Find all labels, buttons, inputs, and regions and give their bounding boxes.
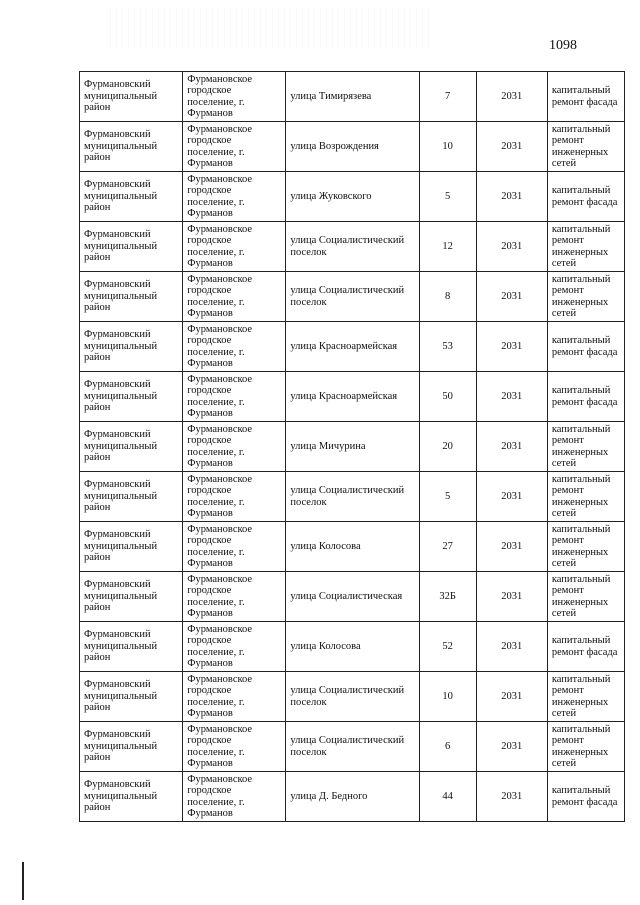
- district-cell: Фурмановский муниципальный район: [80, 272, 183, 322]
- settlement-cell: Фурмановское городское поселение, г. Фурманов: [183, 122, 286, 172]
- year-cell: 2031: [476, 172, 547, 222]
- district-cell: Фурмановский муниципальный район: [80, 122, 183, 172]
- district-cell: Фурмановский муниципальный район: [80, 422, 183, 472]
- district-cell: Фурмановский муниципальный район: [80, 222, 183, 272]
- year-cell: 2031: [476, 572, 547, 622]
- year-cell: 2031: [476, 772, 547, 822]
- district-cell: Фурмановский муниципальный район: [80, 772, 183, 822]
- settlement-cell: Фурмановское городское поселение, г. Фурманов: [183, 572, 286, 622]
- table-row: [80, 72, 625, 122]
- table-row: [80, 272, 625, 322]
- district-cell: Фурмановский муниципальный район: [80, 472, 183, 522]
- work-type-cell: капитальный ремонт фасада: [547, 372, 624, 422]
- year-cell: 2031: [476, 472, 547, 522]
- street-cell: улица Колосова: [286, 622, 419, 672]
- work-type-cell: капитальный ремонт инженерных сетей: [547, 572, 624, 622]
- house-number-cell: 20: [419, 422, 476, 472]
- table-row: [80, 772, 625, 822]
- year-cell: 2031: [476, 722, 547, 772]
- work-type-cell: капитальный ремонт фасада: [547, 622, 624, 672]
- street-cell: улица Социалистический поселок: [286, 672, 419, 722]
- district-cell: Фурмановский муниципальный район: [80, 72, 183, 122]
- year-cell: 2031: [476, 72, 547, 122]
- district-cell: Фурмановский муниципальный район: [80, 522, 183, 572]
- settlement-cell: Фурмановское городское поселение, г. Фурманов: [183, 472, 286, 522]
- year-cell: 2031: [476, 622, 547, 672]
- table-row: [80, 222, 625, 272]
- page-number: 1098: [549, 38, 577, 53]
- street-cell: улица Социалистический поселок: [286, 272, 419, 322]
- settlement-cell: Фурмановское городское поселение, г. Фурманов: [183, 772, 286, 822]
- year-cell: 2031: [476, 222, 547, 272]
- street-cell: улица Жуковского: [286, 172, 419, 222]
- house-number-cell: 52: [419, 622, 476, 672]
- settlement-cell: Фурмановское городское поселение, г. Фурманов: [183, 322, 286, 372]
- year-cell: 2031: [476, 422, 547, 472]
- table-row: [80, 472, 625, 522]
- year-cell: 2031: [476, 372, 547, 422]
- scan-noise: [110, 8, 430, 48]
- work-type-cell: капитальный ремонт инженерных сетей: [547, 122, 624, 172]
- house-number-cell: 6: [419, 722, 476, 772]
- year-cell: 2031: [476, 272, 547, 322]
- district-cell: Фурмановский муниципальный район: [80, 372, 183, 422]
- house-number-cell: 8: [419, 272, 476, 322]
- street-cell: улица Мичурина: [286, 422, 419, 472]
- settlement-cell: Фурмановское городское поселение, г. Фурманов: [183, 672, 286, 722]
- district-cell: Фурмановский муниципальный район: [80, 322, 183, 372]
- district-cell: Фурмановский муниципальный район: [80, 672, 183, 722]
- house-number-cell: 27: [419, 522, 476, 572]
- table-row: [80, 172, 625, 222]
- work-type-cell: капитальный ремонт инженерных сетей: [547, 672, 624, 722]
- table-body: [80, 72, 625, 822]
- work-type-cell: капитальный ремонт инженерных сетей: [547, 522, 624, 572]
- table-row: [80, 572, 625, 622]
- street-cell: улица Красноармейская: [286, 322, 419, 372]
- work-type-cell: капитальный ремонт фасада: [547, 772, 624, 822]
- work-type-cell: капитальный ремонт фасада: [547, 172, 624, 222]
- house-number-cell: 5: [419, 172, 476, 222]
- house-number-cell: 10: [419, 672, 476, 722]
- house-number-cell: 12: [419, 222, 476, 272]
- street-cell: улица Колосова: [286, 522, 419, 572]
- house-number-cell: 50: [419, 372, 476, 422]
- settlement-cell: Фурмановское городское поселение, г. Фурманов: [183, 722, 286, 772]
- settlement-cell: Фурмановское городское поселение, г. Фурманов: [183, 622, 286, 672]
- work-type-cell: капитальный ремонт инженерных сетей: [547, 722, 624, 772]
- street-cell: улица Социалистический поселок: [286, 222, 419, 272]
- district-cell: Фурмановский муниципальный район: [80, 722, 183, 772]
- table-row: [80, 672, 625, 722]
- year-cell: 2031: [476, 322, 547, 372]
- house-number-cell: 44: [419, 772, 476, 822]
- street-cell: улица Социалистический поселок: [286, 722, 419, 772]
- settlement-cell: Фурмановское городское поселение, г. Фурманов: [183, 222, 286, 272]
- work-type-cell: капитальный ремонт инженерных сетей: [547, 472, 624, 522]
- street-cell: улица Социалистическая: [286, 572, 419, 622]
- table-row: [80, 322, 625, 372]
- work-type-cell: капитальный ремонт фасада: [547, 72, 624, 122]
- house-number-cell: 7: [419, 72, 476, 122]
- house-number-cell: 53: [419, 322, 476, 372]
- district-cell: Фурмановский муниципальный район: [80, 172, 183, 222]
- settlement-cell: Фурмановское городское поселение, г. Фурманов: [183, 172, 286, 222]
- settlement-cell: Фурмановское городское поселение, г. Фурманов: [183, 522, 286, 572]
- work-type-cell: капитальный ремонт инженерных сетей: [547, 422, 624, 472]
- street-cell: улица Социалистический поселок: [286, 472, 419, 522]
- work-type-cell: капитальный ремонт инженерных сетей: [547, 272, 624, 322]
- year-cell: 2031: [476, 672, 547, 722]
- house-number-cell: 32Б: [419, 572, 476, 622]
- street-cell: улица Д. Бедного: [286, 772, 419, 822]
- work-type-cell: капитальный ремонт фасада: [547, 322, 624, 372]
- table-row: [80, 122, 625, 172]
- table-row: [80, 522, 625, 572]
- district-cell: Фурмановский муниципальный район: [80, 622, 183, 672]
- settlement-cell: Фурмановское городское поселение, г. Фурманов: [183, 272, 286, 322]
- table-row: [80, 372, 625, 422]
- scan-edge-mark: [22, 862, 24, 900]
- work-type-cell: капитальный ремонт инженерных сетей: [547, 222, 624, 272]
- table-row: [80, 722, 625, 772]
- house-number-cell: 10: [419, 122, 476, 172]
- house-number-cell: 5: [419, 472, 476, 522]
- year-cell: 2031: [476, 522, 547, 572]
- settlement-cell: Фурмановское городское поселение, г. Фурманов: [183, 372, 286, 422]
- table-row: [80, 422, 625, 472]
- street-cell: улица Красноармейская: [286, 372, 419, 422]
- table-row: [80, 622, 625, 672]
- district-cell: Фурмановский муниципальный район: [80, 572, 183, 622]
- housing-repair-table: [79, 71, 625, 822]
- year-cell: 2031: [476, 122, 547, 172]
- settlement-cell: Фурмановское городское поселение, г. Фурманов: [183, 422, 286, 472]
- street-cell: улица Тимирязева: [286, 72, 419, 122]
- street-cell: улица Возрождения: [286, 122, 419, 172]
- settlement-cell: Фурмановское городское поселение, г. Фурманов: [183, 72, 286, 122]
